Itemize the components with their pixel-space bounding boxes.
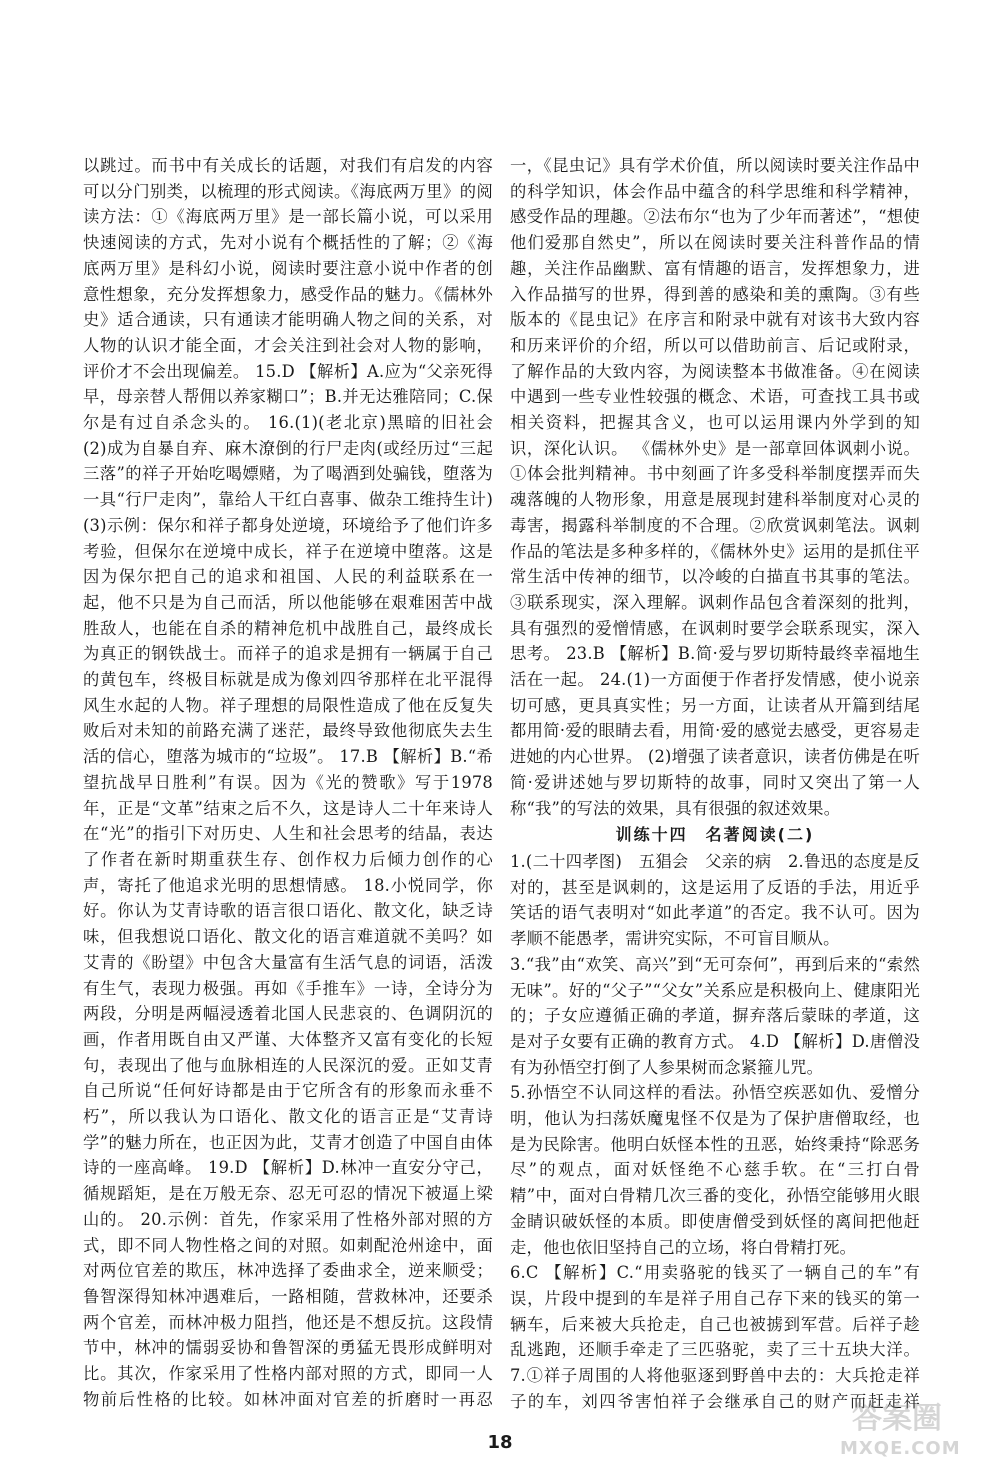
watermark-logo <box>822 1393 972 1459</box>
page-number: 18 <box>487 1432 513 1453</box>
right-column <box>510 153 920 1415</box>
watermark-site: MXQE.COM <box>840 1438 961 1459</box>
right-paragraph: 6.C 【解析】C.“用卖骆驼的钱买了一辆自己的车”有误，片段中提到的车是祥子用自己存下来的钱买的第一辆车，后来被大兵抢走，自己也被掳到军营。后祥子趁乱逃跑，还顺手牵走了三匹骆驼，卖了三十五块大洋。 7.①祥子周围的人将他驱逐到野兽中去的：大兵抢走祥子的车，刘四爷害怕祥子会继承自己的财产而赶走祥 <box>510 1263 920 1411</box>
right-paragraph: 5.孙悟空不认同这样的看法。孙悟空疾恶如仇、爱憎分明，他认为扫荡妖魔鬼怪不仅是为了保护唐僧取经，也是为民除害。他明白妖怪本性的丑恶，始终秉持“除恶务尽”的观点，面对妖怪绝不心慈手软。在“三打白骨精”中，面对白骨精几次三番的变化，孙悟空能够用火眼金睛识破妖怪的本质。即使唐僧受到妖怪的离间把他赶走，他也依旧坚持自己的立场，将白骨精打死。 <box>510 1083 920 1257</box>
right-paragraph: 3.“我”由“欢笑、高兴”到“无可奈何”，再到后来的“索然无味”。好的“父子”“父女”关系应是积极向上、健康阳光的；子女应遵循正确的孝道，摒弃落后蒙昧的孝道，这是对子女要有正确的教育方式。 4.D 【解析】D.唐僧没有为孙悟空打倒了人参果树而念紧箍儿咒。 <box>510 954 920 1077</box>
watermark-mark: 答案圈 <box>852 1401 942 1436</box>
left-paragraph: 以跳过。而书中有关成长的话题，对我们有启发的内容可以分门别类，以梳理的形式阅读。《海底两万里》的阅读方法：①《海底两万里》是一部长篇小说，可以采用快速阅读的方式，先对小说有个概括性的了解；②《海底两万里》是科幻小说，阅读时要注意小说中作者的创意性想象，充分发挥想象力，感受作品的魅力。《儒林外史》适合通读，只有通读才能明确人物之间的关系，对人物的认识才能全面，才会关注到社会对人物的影响，评价才不会出现偏差。 15.D 【解析】A.应为“父亲死得早，母亲替人帮佣以养家糊口”；B.并无达雅陪同；C.保尔是有过自杀念头的。 16.(1)(老北京)黑暗的旧社会 (2)成为自暴自弃、麻木潦倒的行尸走肉(或经历过“三起三落”的祥子开始吃喝嫖赌，为了喝酒到处骗钱，堕落为一具“行尸走肉”，靠给人干红白喜事、做杂工维持生计) (3)示例：保尔和祥子都身处逆境，环境给予了他们许多考验，但保尔在逆境中成长，祥子在逆境中堕落。这是因为保尔把自己的追求和祖国、人民的利益联系在一起，他不只是为自己而活，所以他能够在艰难困苦中战胜敌人，也能在自杀的精神危机中战胜自己，最终成长为真正的钢铁战士。而祥子的追求是拥有一辆属于自己的黄包车，终极目标就是成为像刘四爷那样在北平混得风生水起的人物。祥子理想的局限性造成了他在反复失败后对未知的前路充满了迷茫，最终导致他彻底失去生活的信心，堕落为城市的“垃圾”。 17.B 【解析】B.“希望抗战早日胜利”有误。因为《光的赞歌》写于1978年，正是“文革”结束之后不久，这是诗人二十年来诗人在“光”的指引下对历史、人生和社会思考的结晶，表达了作者在新时期重获生存、创作权力后倾力创作的心声，寄托了他追求光明的思想情感。 18.小悦同学，你好。你认为艾青诗歌的语言很口语化、散文化，缺乏诗味，但我想说口语化、散文化的语言难道就不美吗？如艾青的《盼望》中包含大量富有生活气息的词语，活泼有生气，表现力极强。再如《手推车》一诗，全诗分为两段，分明是两幅浸透着北国人民悲哀的、色调阴沉的画，作者用既自由又严谨、大体整齐又富有变化的长短句，表现出了他与血脉相连的人民深沉的爱。正如艾青自己所说“任何好诗都是由于它所含有的形象而永垂不朽”，所以我认为口语化、散文化的语言正是“艾青诗学”的魅力所在，也正因为此，艾青才创造了中国自由体诗的一座高峰。 19.D 【解析】D.林冲一直安分守己，循规蹈矩，是在万般无奈、忍无可忍的情况下被逼上梁山的。 20.示例：首先，作家采用了性格外部对照的方式，即不同人物性格之间的对照。如刺配沧州途中，面对两位官差的欺压，林冲选择了委曲求全，逆来顺受；鲁智深得知林冲遇难后，一路相随，营救林冲，还要杀两个官差，而林冲极力阻挡，他还是不想反抗。这段情节中，林冲的懦弱妥协和鲁智深的勇猛无畏形成鲜明对比。其次，作家采用了性格内部对照的方式，即同一人物前后性格的比较。如林冲面对官差的折磨时一再忍 <box>83 156 493 1409</box>
right-paragraph: 一，《昆虫记》具有学术价值，所以阅读时要关注作品中的科学知识，体会作品中蕴含的科学思维和科学精神，感受作品的理趣。②法布尔“也为了少年而著述”，“想使他们爱那自然史”，所以在阅读时要关注科普作品的情趣，关注作品幽默、富有情趣的语言，发挥想象力，进入作品描写的世界，得到善的感染和美的熏陶。③有些版本的《昆虫记》在序言和附录中就有对该书大致内容和历来评价的介绍，所以可以借助前言、后记或附录，了解作品的大致内容，为阅读整本书做准备。④在阅读中遇到一些专业性较强的概念、术语，可查找工具书或相关资料，把握其含义，也可以运用课内外学到的知识，深化认识。 《儒林外史》是一部章回体讽刺小说。①体会批判精神。书中刻画了许多受科举制度摆弄而失魂落魄的人物形象，用意是展现封建科举制度对心灵的毒害，揭露科举制度的不合理。②欣赏讽刺笔法。讽刺作品的笔法是多种多样的，《儒林外史》运用的是抓住平常生活中传神的细节，以冷峻的白描直书其事的笔法。③联系现实，深入理解。讽刺作品包含着深刻的批判，具有强烈的爱憎情感，在讽刺时要学会联系现实，深入思考。 23.B 【解析】B.简·爱与罗切斯特最终幸福地生活在一起。 24.(1)一方面便于作者抒发情感，使小说亲切可感，更具真实性；另一方面，让读者从开篇到结尾都用简·爱的眼睛去看，用简·爱的感觉去感受，更容易走进她的内心世界。 (2)增强了读者意识，读者仿佛是在听简·爱讲述她与罗切斯特的故事，同时又突出了第一人称“我”的写法的效果，具有很强的叙述效果。 <box>510 156 920 818</box>
left-column <box>83 153 493 1415</box>
section-heading: 训练十四 名著阅读(二) <box>615 825 815 845</box>
right-paragraph: 1.(二十四孝图) 五猖会 父亲的病 2.鲁迅的态度是反对的，甚至是讽刺的，这是运用了反语的手法，用近乎笑话的语气表明对“如此孝道”的否定。我不认可。因为孝顺不能愚孝，需讲究实际，不可盲目顺从。 <box>510 851 920 949</box>
